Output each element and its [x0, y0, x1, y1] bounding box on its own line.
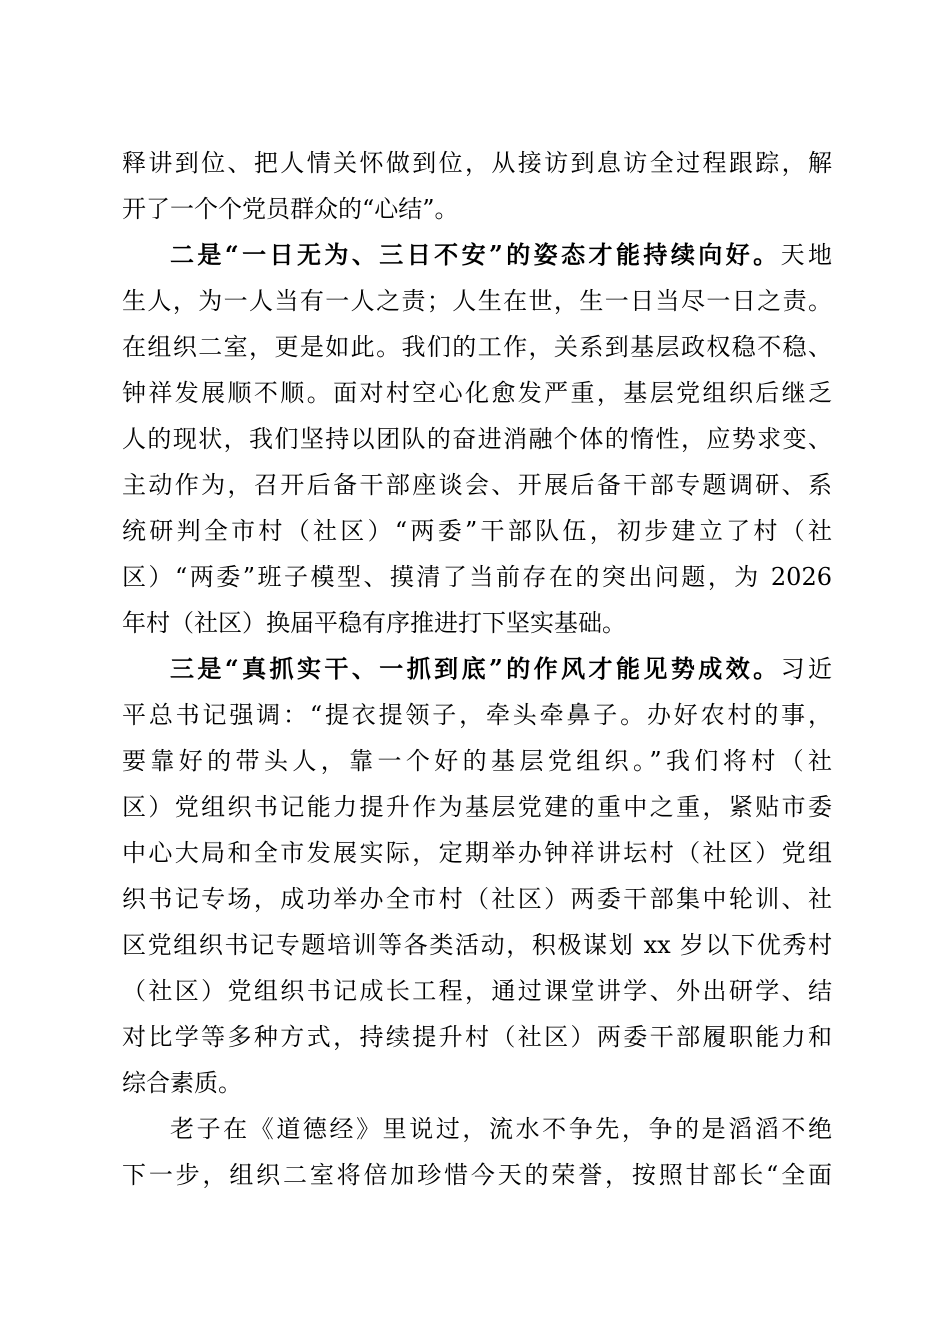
paragraph-line: 生人，为一人当有一人之责；人生在世，生一日当尽一日之责。: [122, 287, 832, 315]
paragraph-line: 老子在《道德经》里说过，流水不争先，争的是滔滔不绝: [170, 1115, 832, 1143]
paragraph-lead-bold: 三是“真抓实干、一抓到底”的作风才能见势成效。: [170, 654, 781, 683]
paragraph-line: 下一步，组织二室将倍加珍惜今天的荣誉，按照甘部长“全面: [122, 1161, 832, 1189]
paragraph-line: 开了一个个党员群众的“心结”。: [122, 195, 459, 223]
paragraph-line: 钟祥发展顺不顺。面对村空心化愈发严重，基层党组织后继乏: [122, 379, 832, 407]
paragraph-line: 区）“两委”班子模型、摸清了当前存在的突出问题，为 2026: [122, 563, 832, 591]
paragraph-line: 要靠好的带头人，靠一个好的基层党组织。”我们将村（社: [122, 747, 832, 775]
paragraph-lead-rest: 习近: [780, 655, 832, 683]
paragraph-line: 释讲到位、把人情关怀做到位，从接访到息访全过程跟踪，解: [122, 149, 832, 177]
paragraph-line: 平总书记强调：“提衣提领子，牵头牵鼻子。办好农村的事，: [122, 701, 832, 729]
paragraph-line: 区）党组织书记能力提升作为基层党建的重中之重，紧贴市委: [122, 793, 832, 821]
paragraph-line: 人的现状，我们坚持以团队的奋进消融个体的惰性，应势求变、: [122, 425, 832, 453]
paragraph-line: 统研判全市村（社区）“两委”干部队伍，初步建立了村（社: [122, 517, 832, 545]
paragraph-line: （社区）党组织书记成长工程，通过课堂讲学、外出研学、结: [122, 977, 832, 1005]
paragraph-line-heading: [170, 237, 832, 273]
paragraph-line-heading: [170, 651, 832, 687]
paragraph-line: 区党组织书记专题培训等各类活动，积极谋划 xx 岁以下优秀村: [122, 931, 832, 959]
paragraph-line: 织书记专场，成功举办全市村（社区）两委干部集中轮训、社: [122, 885, 832, 913]
paragraph-line: 主动作为，召开后备干部座谈会、开展后备干部专题调研、系: [122, 471, 832, 499]
paragraph-lead-rest: 天地: [780, 241, 832, 269]
paragraph-line: 综合素质。: [122, 1069, 242, 1097]
paragraph-lead-bold: 二是“一日无为、三日不安”的姿态才能持续向好。: [170, 240, 781, 269]
paragraph-line: 对比学等多种方式，持续提升村（社区）两委干部履职能力和: [122, 1023, 832, 1051]
paragraph-line: 在组织二室，更是如此。我们的工作，关系到基层政权稳不稳、: [122, 333, 832, 361]
paragraph-line: 中心大局和全市发展实际，定期举办钟祥讲坛村（社区）党组: [122, 839, 832, 867]
paragraph-line: 年村（社区）换届平稳有序推进打下坚实基础。: [122, 609, 626, 637]
